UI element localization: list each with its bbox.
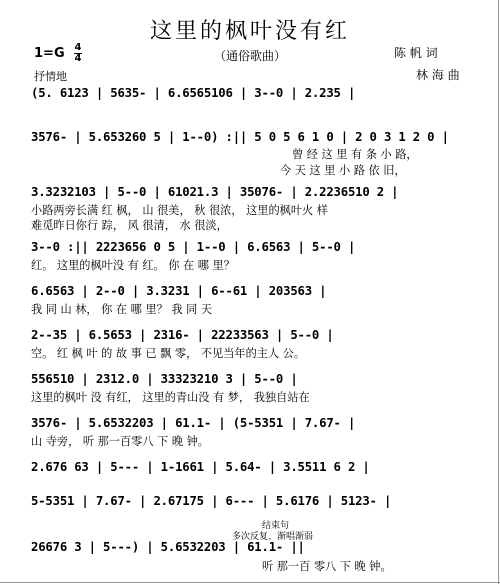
score-system xyxy=(0,86,500,130)
lyric-line: 我 同 山 林， 你 在 哪 里？ 我 同 天 xyxy=(31,303,213,316)
notation-line: 556510 | 2312.0 | 33323210 3 | 5--0 | xyxy=(31,372,298,386)
composer-credit: 林 海 曲 xyxy=(416,68,460,82)
meter-top: 4 xyxy=(74,42,82,53)
score-system xyxy=(0,328,500,372)
score-body xyxy=(0,86,500,583)
notation-line: 2--35 | 6.5653 | 2316- | 22233563 | 5--0 | xyxy=(31,328,334,342)
lyric-line: 空。 红 枫 叶 的 故 事 已 飘 零， 不见当年的主人 公。 xyxy=(31,347,306,360)
lyric-line: 曾 经 这 里 有 条 小 路， xyxy=(292,148,418,161)
repeat-instruction: 多次反复、渐唱渐弱 xyxy=(232,532,314,542)
page-border-right xyxy=(498,0,499,584)
score-system xyxy=(0,521,500,583)
lyric-line: 今 天 这 里 小 路 依 旧， xyxy=(280,164,406,177)
score-system xyxy=(0,494,500,528)
key-signature: 1=G xyxy=(34,46,65,61)
notation-line: 3.3232103 | 5--0 | 61021.3 | 35076- | 2.2236510 2 | xyxy=(31,185,399,199)
notation-line: 2.676 63 | 5--- | 1-1661 | 5.64- | 3.5511 6 2 | xyxy=(31,460,370,474)
song-title: 这里的枫叶没有红 xyxy=(149,19,350,44)
score-system xyxy=(0,130,500,185)
lyric-line: 难觅昨日你行 踪， 风 很清， 水 很淡， xyxy=(31,219,228,232)
notation-line: 3--0 :|| 2223656 0 5 | 1--0 | 6.6563 | 5--0 | xyxy=(31,240,356,254)
tempo-marking: 抒情地 xyxy=(34,70,67,83)
notation-line: 5-5351 | 7.67- | 2.67175 | 6--- | 5.6176 | 5123- | xyxy=(31,494,392,508)
lyric-line: 山 寺旁， 听 那一百零八 下 晚 钟。 xyxy=(31,435,209,448)
time-signature xyxy=(74,43,82,64)
lyric-line: 小路两旁长满 红 枫， 山 很美， 秋 很浓， 这里的枫叶火 样 xyxy=(31,204,328,217)
score-system xyxy=(0,460,500,494)
meter-bottom: 4 xyxy=(74,53,82,64)
score-system xyxy=(0,416,500,460)
notation-line: 26676 3 | 5---) | 5.6532203 | 61.1- || xyxy=(31,540,305,554)
notation-line: (5. 6123 | 5635- | 6.6565106 | 3--0 | 2.235 | xyxy=(31,86,356,100)
notation-line: 3576- | 5.653260 5 | 1--0) :|| 5 0 5 6 1 0 | 2 0 3 1 2 0 | xyxy=(31,130,449,144)
score-system xyxy=(0,185,500,240)
notation-line: 3576- | 5.6532203 | 61.1- | (5-5351 | 7.67- | xyxy=(31,416,356,430)
lyricist-credit: 陈 帆 词 xyxy=(394,46,438,60)
score-system xyxy=(0,284,500,328)
score-system xyxy=(0,240,500,284)
end-phrase-marker: 结束句 xyxy=(262,521,290,531)
lyric-line: 听 那一百 零八 下 晚 钟。 xyxy=(262,560,392,573)
page-border-bottom xyxy=(0,582,500,583)
score-system xyxy=(0,372,500,416)
notation-line: 6.6563 | 2--0 | 3.3231 | 6--61 | 203563 | xyxy=(31,284,327,298)
lyric-line: 红。 这里的枫叶没 有 红。 你 在 哪 里？ xyxy=(31,259,235,272)
lyric-line: 这里的枫叶 没 有红， 这里的青山没 有 梦， 我独自站在 xyxy=(31,391,310,404)
song-subtitle: （通俗歌曲） xyxy=(213,49,286,63)
